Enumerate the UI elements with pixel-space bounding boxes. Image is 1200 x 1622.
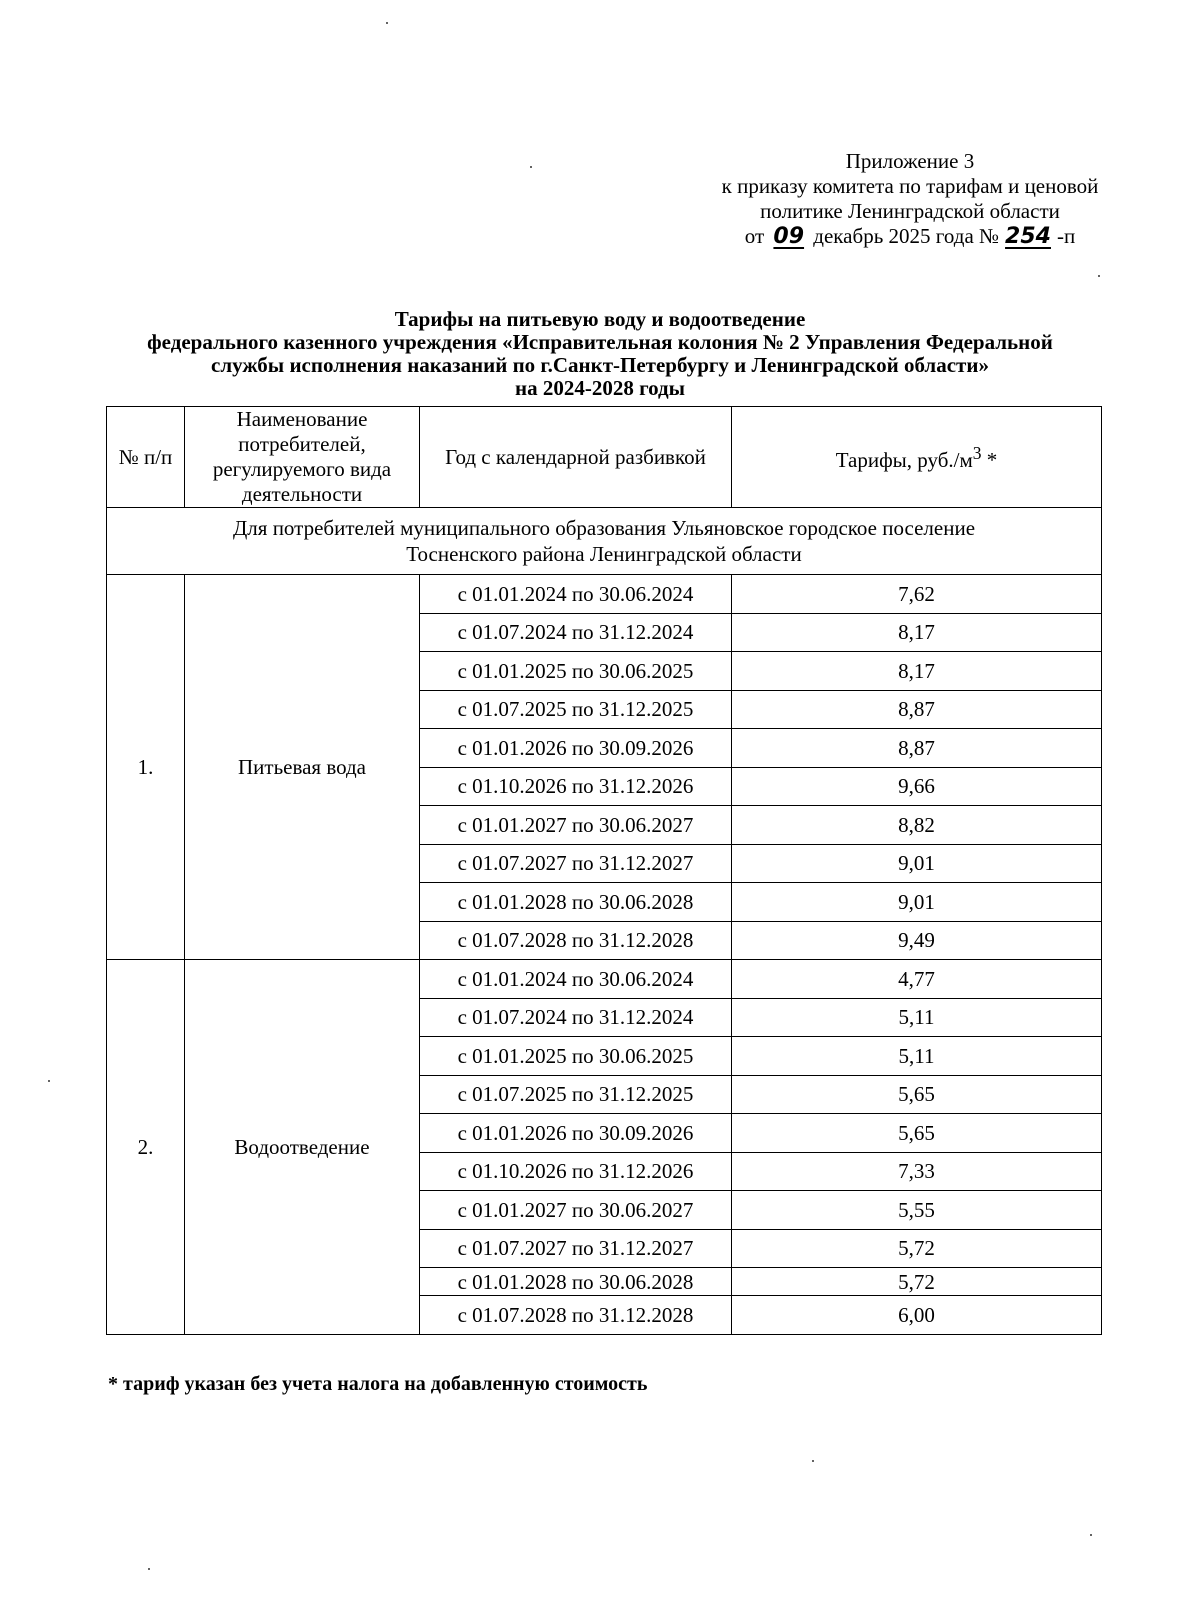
section-num: 1. [107, 575, 185, 960]
tariff-cell: 5,65 [732, 1114, 1102, 1153]
period-cell: с 01.07.2025 по 31.12.2025 [420, 690, 732, 729]
handwritten-day: 09 [773, 224, 805, 249]
header-tariff-label: Тарифы, руб./м [835, 448, 973, 472]
tariff-cell: 7,33 [732, 1152, 1102, 1191]
tariff-cell: 5,55 [732, 1191, 1102, 1230]
period-cell: с 01.01.2026 по 30.09.2026 [420, 1114, 732, 1153]
group-caption-row [107, 508, 1102, 575]
period-cell: с 01.07.2027 по 31.12.2027 [420, 844, 732, 883]
header-row [107, 407, 1102, 508]
title-line-1: Тарифы на питьевую воду и водоотведение [394, 307, 806, 331]
title-line-2: федерального казенного учреждения «Исправительная колония № 2 Управления Федеральной [147, 330, 1053, 354]
period-cell: с 01.07.2024 по 31.12.2024 [420, 998, 732, 1037]
document-title [60, 308, 1140, 400]
tariff-cell: 6,00 [732, 1296, 1102, 1335]
period-cell: с 01.01.2025 по 30.06.2025 [420, 1037, 732, 1076]
tariff-cell: 8,17 [732, 652, 1102, 691]
tariff-cell: 5,11 [732, 1037, 1102, 1076]
scan-speck [148, 1568, 150, 1570]
period-cell: с 01.01.2025 по 30.06.2025 [420, 652, 732, 691]
period-cell: с 01.07.2027 по 31.12.2027 [420, 1229, 732, 1268]
tariff-cell: 5,72 [732, 1229, 1102, 1268]
scan-speck [48, 1080, 50, 1082]
header-name: Наименование потребителей, регулируемого вида деятельности [185, 407, 420, 508]
approval-line-3: политике Ленинградской области [760, 199, 1060, 223]
header-tariff-mark: * [981, 448, 998, 472]
period-cell: с 01.01.2028 по 30.06.2028 [420, 883, 732, 922]
scan-speck [1090, 1534, 1092, 1536]
period-cell: с 01.01.2024 по 30.06.2024 [420, 575, 732, 614]
group-caption [107, 508, 1102, 575]
tariff-cell: 7,62 [732, 575, 1102, 614]
tariff-cell: 5,65 [732, 1075, 1102, 1114]
section-name: Водоотведение [185, 960, 420, 1335]
title-line-3: службы исполнения наказаний по г.Санкт-Петербургу и Ленинградской области» [211, 353, 989, 377]
period-cell: с 01.07.2024 по 31.12.2024 [420, 613, 732, 652]
tariff-cell: 9,66 [732, 767, 1102, 806]
tariff-cell: 9,01 [732, 844, 1102, 883]
tariff-cell: 9,49 [732, 921, 1102, 960]
period-cell: с 01.07.2028 по 31.12.2028 [420, 921, 732, 960]
table-row [107, 575, 1102, 614]
title-line-4: на 2024-2028 годы [514, 376, 686, 400]
period-cell: с 01.01.2027 по 30.06.2027 [420, 1191, 732, 1230]
tariff-cell: 8,87 [732, 690, 1102, 729]
handwritten-number: 254 [1005, 224, 1051, 249]
period-cell: с 01.01.2024 по 30.06.2024 [420, 960, 732, 999]
tariff-cell: 8,87 [732, 729, 1102, 768]
period-cell: с 01.07.2025 по 31.12.2025 [420, 1075, 732, 1114]
scan-speck [530, 166, 532, 168]
tariff-cell: 9,01 [732, 883, 1102, 922]
header-period: Год с календарной разбивкой [420, 407, 732, 508]
table-row [107, 960, 1102, 999]
section-num: 2. [107, 960, 185, 1335]
approval-middle: декабрь 2025 года № [813, 224, 1000, 248]
period-cell: с 01.01.2027 по 30.06.2027 [420, 806, 732, 845]
tariff-cell: 5,11 [732, 998, 1102, 1037]
tariff-cell: 8,82 [732, 806, 1102, 845]
scan-speck [812, 1460, 814, 1462]
scan-speck [1098, 275, 1100, 277]
approval-line-1: Приложение 3 [845, 149, 975, 173]
group-caption-line-1: Для потребителей муниципального образования Ульяновское городское поселение [232, 516, 976, 540]
tariff-cell: 8,17 [732, 613, 1102, 652]
period-cell: с 01.07.2028 по 31.12.2028 [420, 1296, 732, 1335]
tariff-cell: 5,72 [732, 1268, 1102, 1296]
footnote: * тариф указан без учета налога на добавленную стоимость [108, 1373, 648, 1395]
tariffs-table [106, 406, 1102, 1335]
period-cell: с 01.10.2026 по 31.12.2026 [420, 767, 732, 806]
period-cell: с 01.10.2026 по 31.12.2026 [420, 1152, 732, 1191]
approval-line-2: к приказу комитета по тарифам и ценовой [721, 174, 1099, 198]
header-num: № п/п [107, 407, 185, 508]
header-tariff-sup: 3 [972, 443, 982, 463]
section-name: Питьевая вода [185, 575, 420, 960]
period-cell: с 01.01.2026 по 30.09.2026 [420, 729, 732, 768]
header-tariff [732, 407, 1102, 508]
scan-speck [386, 22, 388, 24]
approval-block [690, 149, 1130, 249]
group-caption-line-2: Тосненского района Ленинградской области [406, 542, 802, 566]
tariff-cell: 4,77 [732, 960, 1102, 999]
approval-prefix: от [744, 224, 765, 248]
approval-date-line [690, 224, 1130, 249]
period-cell: с 01.01.2028 по 30.06.2028 [420, 1268, 732, 1296]
approval-suffix: -п [1056, 224, 1076, 248]
